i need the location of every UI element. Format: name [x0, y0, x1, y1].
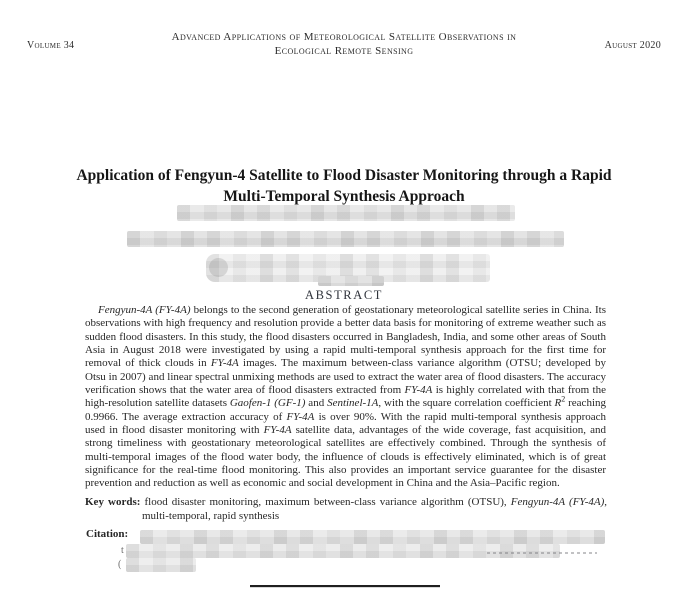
citation-fragment-line3: ( [118, 559, 122, 570]
issue-date: August 2020 [604, 40, 661, 51]
journal-title [0, 30, 688, 58]
article-title-line1: Application of Fengyun-4 Satellite to Flood Disaster Monitoring through a Rapid [76, 167, 612, 185]
abstract-text: Fengyun-4A (FY-4A) belongs to the second generation of geostationary meteorological satellite series in China. Its observations with high frequency and resolution provide a better data basis for monitoring of extreme weather such as sudden flood disasters. In this study, the flood disasters occurred in Bangladesh, India, and some other areas of South Asia in August 2018 were investigated by using a rapid multi-temporal synthesis approach for the first time for removal of thick clouds in FY-4A images. The maximum between-class variance algorithm (OTSU; developed by Otsu in 2007) and linear spectral unmixing methods are used to extract the water area of flood disasters. The accuracy verification shows that the water area of flood disasters extracted from FY-4A is highly correlated with that from the high-resolution satellite datasets Gaofen-1 (GF-1) and Sentinel-1A, with the square correlation coefficient $R^2$ reaching 0.9966. The average extraction accuracy of FY-4A is over 90%. With the rapid multi-temporal synthesis approach used in flood disaster monitoring with FY-4A satellite data, advantages of the wide coverage, fast acquisition, and strong timeliness with geostationary meteorological satellites are effectively combined. Through the synthesis of multi-temporal images of the flood water body, the influence of clouds is effectively eliminated, which is of great significance for the real-time flood monitoring. This also provides an important service guarantee for the disaster prevention and reduction as well as economic and social development in China and the Asia–Pacific region. [85, 304, 607, 490]
citation-label: Citation: [86, 528, 129, 540]
volume-label: Volume 34 [27, 40, 75, 51]
abstract-heading: ABSTRACT [304, 288, 384, 302]
keywords-text: flood disaster monitoring, maximum between-class variance algorithm (OTSU), Fengyun-4A (FY-4A), multi-temporal, rapid synthesis [140, 496, 608, 522]
article-title [0, 166, 688, 207]
keywords-block [85, 496, 607, 524]
keywords-label: Key words: [85, 496, 141, 508]
journal-title-line1: Advanced Applications of Meteorological Satellite Observations in [171, 31, 517, 43]
citation-faint-doi-text [487, 551, 597, 555]
redacted-author-names [177, 205, 515, 221]
redacted-corresponding-note [318, 276, 384, 286]
article-title-line2: Multi-Temporal Synthesis Approach [223, 187, 465, 205]
redacted-author-affiliations [127, 231, 564, 247]
citation-fragment-line2: t [121, 545, 124, 556]
redacted-citation-line1 [140, 530, 605, 544]
footer-divider [250, 585, 440, 587]
journal-title-line2: Ecological Remote Sensing [274, 45, 414, 57]
redacted-citation-line3 [126, 558, 196, 572]
